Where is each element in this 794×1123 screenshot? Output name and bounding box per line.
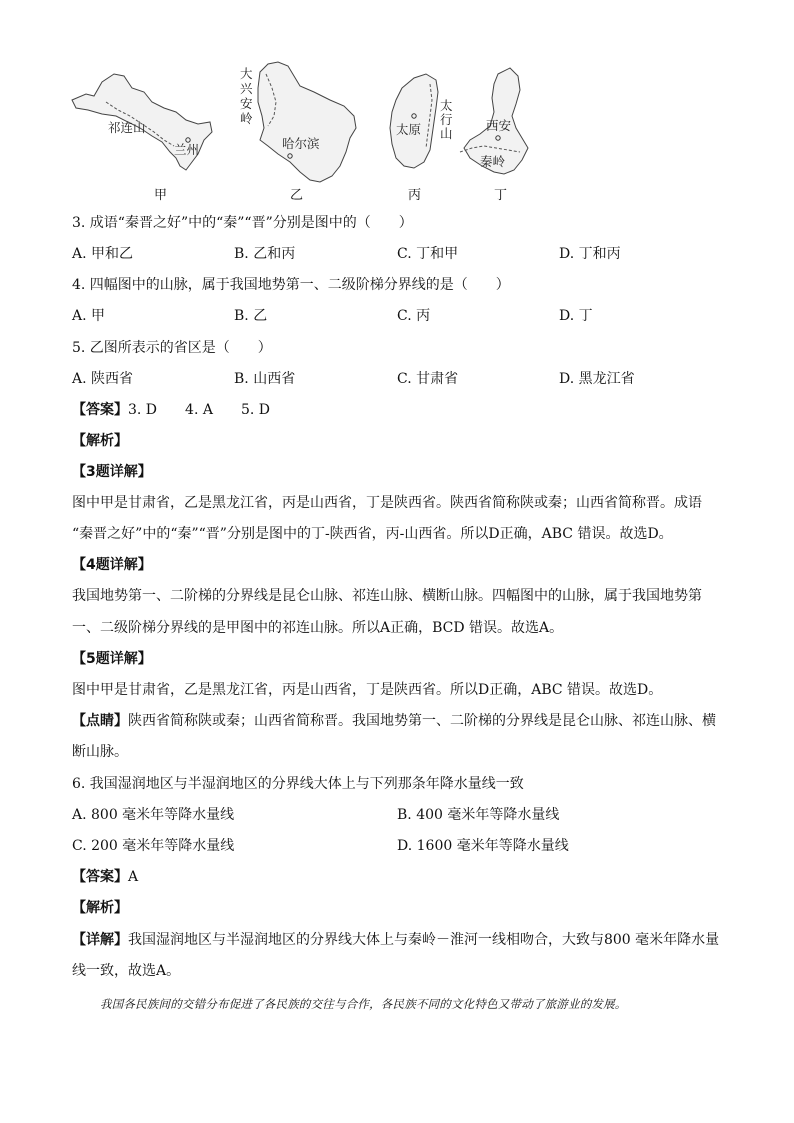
q4-option-b: B. 乙 (234, 308, 268, 324)
detail-tag: 【详解】 (72, 932, 128, 948)
map-caption-jia: 甲 (154, 188, 168, 203)
passage-intro-text: 我国各民族间的交错分布促进了各民族的交往与合作，各民族不同的文化特色又带动了旅游业的发展。 (100, 997, 627, 1011)
analysis-heading-2: 【解析】 (72, 900, 128, 916)
map-caption-yi: 乙 (290, 188, 304, 203)
map-label-harbin: 哈尔滨 (282, 136, 320, 151)
map-label-qilianshan: 祁连山 (108, 120, 146, 135)
answer-block-1 (72, 401, 270, 419)
q3-option-b: B. 乙和丙 (234, 246, 296, 262)
question-6-stem: 6. 我国湿润地区与半湿润地区的分界线大体上与下列那条年降水量线一致 (72, 776, 524, 792)
q6-option-d: D. 1600 毫米年等降水量线 (397, 838, 569, 854)
q4-option-c: C. 丙 (397, 308, 431, 324)
q5-option-c: C. 甘肃省 (397, 371, 459, 387)
map-label-taiyuan: 太原 (396, 122, 422, 137)
q5-detail-line-1: 图中甲是甘肃省，乙是黑龙江省，丙是山西省，丁是陕西省。所以D正确，ABC 错误。故选D。 (72, 682, 663, 698)
q3-option-d: D. 丁和丙 (559, 246, 621, 262)
answer-tag: 【答案】 (72, 402, 128, 418)
shanxi-outline (390, 74, 438, 168)
map-label-ling: 岭 (240, 111, 253, 126)
answer-text: 3. D 4. A 5. D (128, 402, 270, 418)
q5-option-d: D. 黑龙江省 (559, 371, 635, 387)
heilongjiang-outline (258, 62, 356, 182)
answer-tag-2: 【答案】 (72, 869, 128, 885)
map-label-tai: 太 (440, 98, 453, 113)
detail-line-1 (72, 931, 719, 949)
map-label-lanzhou: 兰州 (174, 142, 200, 157)
map-label-hang: 行 (440, 112, 453, 127)
map-bing (378, 62, 458, 207)
q4-detail-line-2: 一、二级阶梯分界线的是甲图中的祁连山脉。所以A正确，BCD 错误。故选A。 (72, 620, 564, 636)
key-point-line-2: 断山脉。 (72, 744, 128, 760)
detail-line-2: 线一致，故选A。 (72, 963, 181, 979)
answer-block-2 (72, 868, 138, 886)
q6-option-b: B. 400 毫米年等降水量线 (397, 807, 560, 823)
key-point-tag: 【点睛】 (72, 713, 128, 729)
q3-option-c: C. 丁和甲 (397, 246, 459, 262)
q5-detail-heading: 【5题详解】 (72, 651, 152, 667)
map-caption-bing: 丙 (408, 188, 422, 203)
q3-detail-line-1: 图中甲是甘肃省，乙是黑龙江省，丙是山西省，丁是陕西省。陕西省简称陕或秦；山西省简称晋。成语 (72, 495, 702, 511)
map-label-xing: 兴 (240, 81, 253, 96)
q5-option-a: A. 陕西省 (72, 371, 134, 387)
province-maps-figure (66, 62, 536, 207)
map-caption-ding: 丁 (494, 188, 508, 203)
map-label-qinling: 秦岭 (480, 154, 506, 169)
answer-text-2: A (128, 869, 139, 885)
analysis-heading-1: 【解析】 (72, 433, 128, 449)
q6-option-c: C. 200 毫米年等降水量线 (72, 838, 235, 854)
key-point-text: 陕西省简称陕或秦；山西省简称晋。我国地势第一、二阶梯的分界线是昆仑山脉、祁连山脉、横 (128, 713, 716, 729)
q3-detail-line-2: “秦晋之好”中的“秦”“晋”分别是图中的丁-陕西省，丙-山西省。所以D正确，ABC 错误。故选D。 (72, 526, 673, 542)
q4-option-d: D. 丁 (559, 308, 593, 324)
q5-option-b: B. 山西省 (234, 371, 296, 387)
map-yi (238, 62, 368, 207)
map-label-xian: 西安 (486, 118, 512, 133)
question-4-stem: 4. 四幅图中的山脉，属于我国地势第一、二级阶梯分界线的是（ ） (72, 277, 510, 293)
question-5-stem: 5. 乙图所表示的省区是（ ） (72, 340, 272, 356)
map-ding (456, 62, 536, 207)
question-3-stem: 3. 成语“秦晋之好”中的“秦”“晋”分别是图中的（ ） (72, 215, 413, 231)
map-label-an: 安 (240, 96, 253, 111)
key-point-line-1 (72, 712, 716, 730)
q4-detail-heading: 【4题详解】 (72, 557, 152, 573)
q4-option-a: A. 甲 (72, 308, 106, 324)
map-label-shan: 山 (440, 126, 453, 141)
q4-detail-line-1: 我国地势第一、二阶梯的分界线是昆仑山脉、祁连山脉、横断山脉。四幅图中的山脉，属于我国地势第 (72, 588, 702, 604)
q6-option-a: A. 800 毫米年等降水量线 (72, 807, 235, 823)
q3-detail-heading: 【3题详解】 (72, 464, 152, 480)
q3-option-a: A. 甲和乙 (72, 246, 134, 262)
map-label-da: 大 (240, 66, 253, 81)
map-jia (66, 62, 216, 207)
detail-text: 我国湿润地区与半湿润地区的分界线大体上与秦岭－淮河一线相吻合，大致与800 毫米年降水量 (128, 932, 720, 948)
